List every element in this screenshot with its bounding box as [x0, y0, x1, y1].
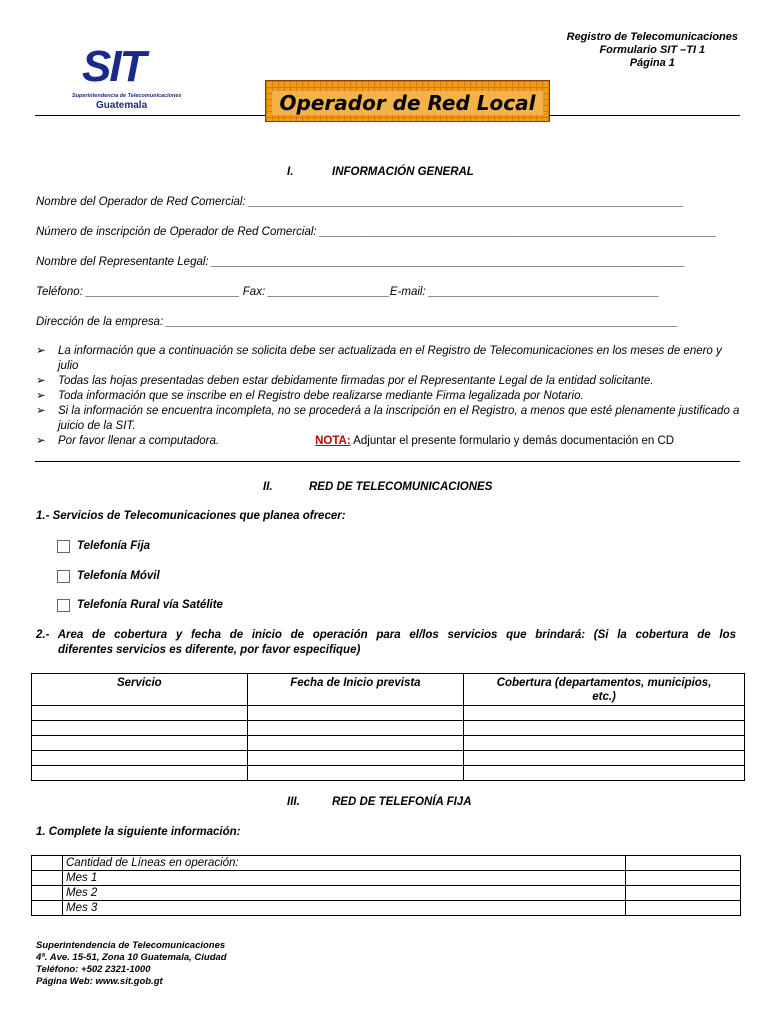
table-header-fecha: Fecha de Inicio prevista: [247, 674, 463, 706]
section2-title: RED DE TELECOMUNICACIONES: [309, 481, 493, 493]
instruction-item: ➢ La información que a continuación se solicita debe ser actualizada en el Registro de Telecomunicaciones en los meses de enero y julio: [36, 345, 722, 372]
section-divider: [35, 461, 740, 462]
header-line-1: Registro de Telecomunicaciones: [566, 31, 738, 43]
title-banner: [265, 80, 550, 122]
instruction-item: ➢ Por favor llenar a computadora. NOTA: Adjuntar el presente formulario y demás documentación en CD: [36, 435, 675, 447]
footer-address: 4ª. Ave. 15-51, Zona 10 Guatemala, Ciudad: [36, 952, 227, 963]
section1-title: INFORMACIÓN GENERAL: [332, 166, 474, 178]
form-header-info: [567, 31, 738, 70]
instructions-list: [36, 344, 741, 449]
option-label: Telefonía Móvil: [77, 570, 160, 582]
row-label: Mes 2: [63, 886, 626, 901]
arrow-bullet-icon: ➢: [36, 390, 46, 402]
footer-website: Página Web: www.sit.gob.gt: [36, 976, 163, 987]
sit-logo: [68, 42, 188, 114]
question-complete-info: 1. Complete la siguiente información:: [36, 826, 241, 838]
field-company-address[interactable]: Dirección de la empresa: ________________________________________________________________________________: [36, 316, 679, 328]
table-cell[interactable]: [32, 766, 248, 781]
row-label: Mes 3: [63, 901, 626, 916]
row-label: Cantidad de Líneas en operación:: [63, 856, 626, 871]
instruction-item: ➢ Si la información se encuentra incompleta, no se procederá a la inscripción en el Registro, a menos que esté plenamente justificado a juicio de la SIT.: [36, 405, 740, 432]
table-cell[interactable]: [626, 856, 741, 871]
checkbox-telefonia-movil[interactable]: [57, 570, 70, 583]
table-header-servicio: Servicio: [32, 674, 248, 706]
footer: [36, 940, 227, 988]
option-label: Telefonía Fija: [77, 540, 151, 552]
table-cell[interactable]: [247, 751, 463, 766]
row-label: Mes 1: [63, 871, 626, 886]
lines-table: [31, 855, 741, 916]
field-registration-number[interactable]: Número de inscripción de Operador de Red Comercial: ______________________________________________________________: [36, 226, 717, 238]
arrow-bullet-icon: ➢: [36, 435, 46, 447]
checkbox-telefonia-rural[interactable]: [57, 599, 70, 612]
question-services: 1.- Servicios de Telecomunicaciones que planea ofrecer:: [36, 510, 346, 522]
table-row: [32, 751, 745, 766]
table-row: [32, 871, 741, 886]
footer-org: Superintendencia de Telecomunicaciones: [36, 940, 226, 951]
table-cell[interactable]: [626, 886, 741, 901]
table-cell[interactable]: [247, 736, 463, 751]
table-cell[interactable]: [32, 721, 248, 736]
instruction-item: ➢ Toda información que se inscribe en el Registro debe realizarse mediante Firma legalizada por Notario.: [36, 390, 584, 402]
arrow-bullet-icon: ➢: [36, 405, 46, 417]
table-cell[interactable]: [626, 901, 741, 916]
table-cell[interactable]: [464, 706, 745, 721]
footer-phone: Teléfono: +502 2321-1000: [36, 964, 151, 975]
table-cell[interactable]: [247, 706, 463, 721]
table-header-cobertura: Cobertura (departamentos, municipios, etc.): [464, 674, 745, 706]
coverage-table: [31, 673, 745, 781]
section3-title: RED DE TELEFONÍA FIJA: [332, 796, 472, 808]
table-cell[interactable]: [32, 706, 248, 721]
question-coverage-line1: 2.- Area de cobertura y fecha de inicio de operación para el/los servicios que brindará: (Si la cobertura de los: [36, 629, 736, 641]
header-line-2: Formulario SIT –TI 1: [599, 44, 706, 56]
table-cell[interactable]: [464, 721, 745, 736]
table-row: [32, 856, 741, 871]
table-cell[interactable]: [464, 751, 745, 766]
field-legal-representative[interactable]: Nombre del Representante Legal: __________________________________________________________________________: [36, 256, 686, 268]
arrow-bullet-icon: ➢: [36, 345, 46, 357]
checkbox-telefonia-fija[interactable]: [57, 540, 70, 553]
table-row: [32, 721, 745, 736]
banner-title: Operador de Red Local: [272, 91, 543, 115]
table-cell[interactable]: [626, 871, 741, 886]
table-cell[interactable]: [464, 766, 745, 781]
question-coverage-line2: diferentes servicios es diferente, por favor especifique): [58, 644, 361, 656]
logo-subtitle: Superintendencia de Telecomunicaciones: [72, 93, 182, 99]
option-label: Telefonía Rural vía Satélite: [77, 599, 223, 611]
logo-country: Guatemala: [96, 100, 148, 111]
table-row: [32, 706, 745, 721]
nota-text: Adjuntar el presente formulario y demás documentación en CD: [350, 435, 675, 447]
table-row: [32, 901, 741, 916]
field-operator-name[interactable]: Nombre del Operador de Red Comercial: ____________________________________________________________________: [36, 196, 684, 208]
header-line-3: Página 1: [629, 57, 675, 69]
instruction-item: ➢ Todas las hojas presentadas deben estar debidamente firmadas por el Representante Legal de la entidad solicitante.: [36, 375, 654, 387]
table-cell[interactable]: [247, 721, 463, 736]
section3-number: III.: [287, 796, 300, 808]
field-phone-fax-email[interactable]: Teléfono: ________________________ Fax: ___________________E-mail: ____________________________________: [36, 286, 660, 298]
table-row: [32, 736, 745, 751]
arrow-bullet-icon: ➢: [36, 375, 46, 387]
table-cell[interactable]: [247, 766, 463, 781]
logo-text: SIT: [82, 42, 145, 91]
table-row: [32, 886, 741, 901]
table-cell[interactable]: [32, 736, 248, 751]
table-cell[interactable]: [32, 751, 248, 766]
section2-number: II.: [263, 481, 273, 493]
table-cell[interactable]: [464, 736, 745, 751]
table-row: [32, 766, 745, 781]
nota-label: NOTA:: [315, 435, 351, 447]
section1-number: I.: [287, 166, 294, 178]
